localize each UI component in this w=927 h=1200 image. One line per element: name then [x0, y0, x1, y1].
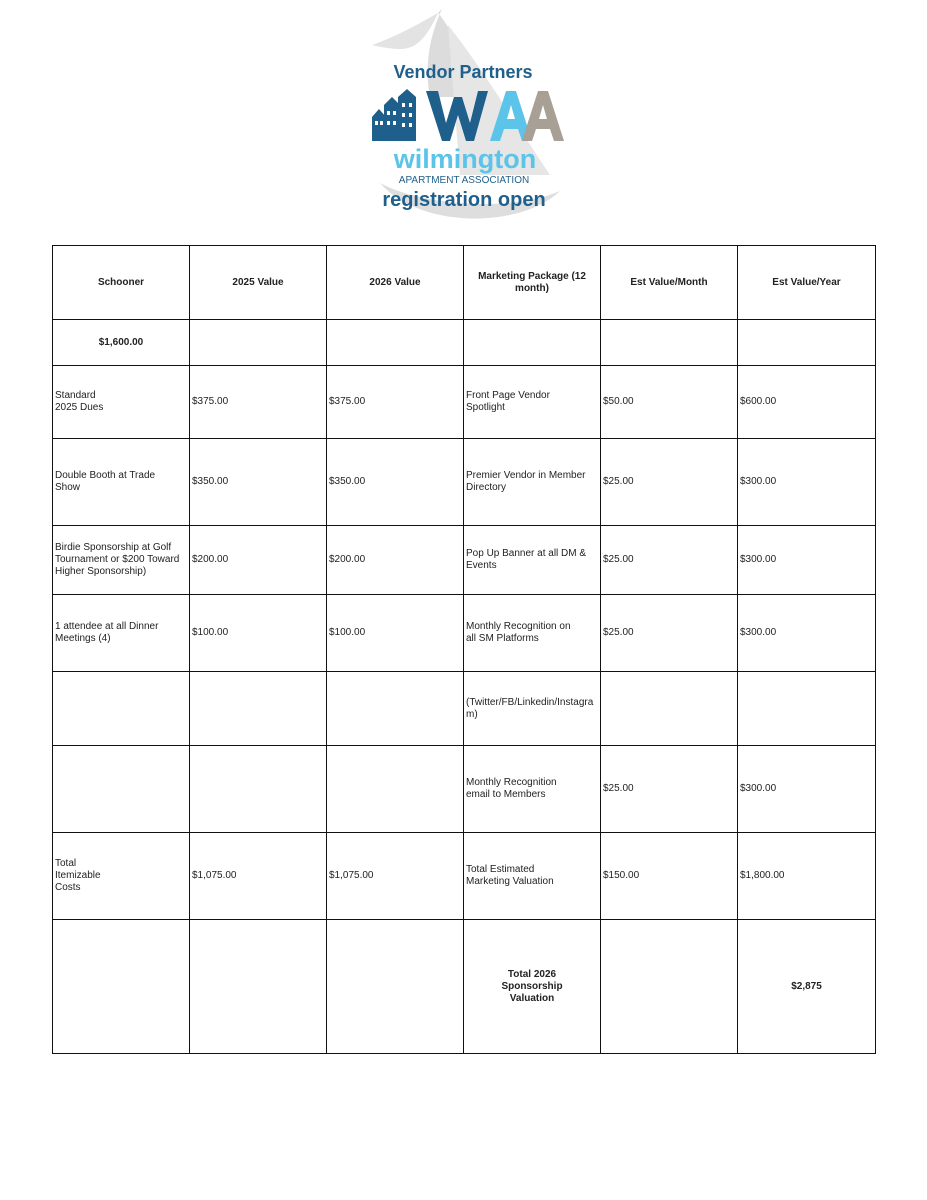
est-year-cell: $300.00 [738, 595, 876, 672]
logo-line-apartment-association: APARTMENT ASSOCIATION [398, 175, 530, 186]
header-2026-value: 2026 Value [327, 246, 464, 320]
value-2025-total-cell: $1,075.00 [190, 833, 327, 920]
item-total-cell: Total Itemizable Costs [53, 833, 190, 920]
total-valuation-value: $2,875 [738, 920, 876, 1054]
est-month-total-cell: $150.00 [601, 833, 738, 920]
est-year-cell: $300.00 [738, 439, 876, 526]
item-cell: Birdie Sponsorship at Golf Tournament or $200 Toward Higher Sponsorship) [53, 526, 190, 595]
table-cell [601, 320, 738, 366]
value-2026-cell [327, 672, 464, 746]
value-2026-cell: $200.00 [327, 526, 464, 595]
value-2026-cell: $100.00 [327, 595, 464, 672]
est-month-cell: $25.00 [601, 526, 738, 595]
table-row [53, 746, 876, 833]
tier-price: $1,600.00 [53, 320, 190, 366]
est-year-cell [738, 672, 876, 746]
logo-line-registration-open: registration open [382, 189, 546, 211]
marketing-cell: Premier Vendor in Member Directory [464, 439, 601, 526]
table-cell [190, 920, 327, 1054]
est-year-cell: $600.00 [738, 366, 876, 439]
logo-line-vendor-partners: Vendor Partners [393, 62, 533, 82]
est-month-cell: $25.00 [601, 746, 738, 833]
header-2025-value: 2025 Value [190, 246, 327, 320]
sponsorship-table [52, 245, 876, 1054]
value-2025-cell: $375.00 [190, 366, 327, 439]
est-year-total-cell: $1,800.00 [738, 833, 876, 920]
table-row [53, 595, 876, 672]
header-marketing-package: Marketing Package (12 month) [464, 246, 601, 320]
value-2026-cell [327, 746, 464, 833]
totals-row [53, 833, 876, 920]
est-year-cell: $300.00 [738, 746, 876, 833]
value-2026-cell: $350.00 [327, 439, 464, 526]
table-cell [327, 920, 464, 1054]
value-2026-cell: $375.00 [327, 366, 464, 439]
item-cell: Double Booth at Trade Show [53, 439, 190, 526]
table-cell [738, 320, 876, 366]
header-row [53, 246, 876, 320]
item-cell: 1 attendee at all Dinner Meetings (4) [53, 595, 190, 672]
value-2025-cell: $100.00 [190, 595, 327, 672]
value-2025-cell [190, 672, 327, 746]
grand-total-row [53, 920, 876, 1054]
item-cell: Standard 2025 Dues [53, 366, 190, 439]
est-month-cell: $25.00 [601, 439, 738, 526]
value-2026-total-cell: $1,075.00 [327, 833, 464, 920]
value-2025-cell: $200.00 [190, 526, 327, 595]
item-cell [53, 672, 190, 746]
price-row [53, 320, 876, 366]
sail-flag [372, 13, 438, 49]
marketing-total-cell: Total Estimated Marketing Valuation [464, 833, 601, 920]
logo-line-wilmington: wilmington [393, 144, 537, 174]
table-cell [53, 920, 190, 1054]
marketing-cell: Monthly Recognition email to Members [464, 746, 601, 833]
value-2025-cell: $350.00 [190, 439, 327, 526]
marketing-cell: Front Page Vendor Spotlight [464, 366, 601, 439]
item-cell [53, 746, 190, 833]
table-cell [190, 320, 327, 366]
header-est-value-year: Est Value/Year [738, 246, 876, 320]
total-valuation-label: Total 2026 Sponsorship Valuation [464, 920, 601, 1054]
marketing-cell: Monthly Recognition on all SM Platforms [464, 595, 601, 672]
est-month-cell: $50.00 [601, 366, 738, 439]
marketing-cell: Pop Up Banner at all DM & Events [464, 526, 601, 595]
table-row [53, 526, 876, 595]
waa-logo [360, 5, 570, 225]
header-est-value-month: Est Value/Month [601, 246, 738, 320]
table-cell [464, 320, 601, 366]
value-2025-cell [190, 746, 327, 833]
table-row [53, 366, 876, 439]
table-cell [327, 320, 464, 366]
est-month-cell [601, 672, 738, 746]
marketing-cell: (Twitter/FB/Linkedin/Instagram) [464, 672, 601, 746]
tier-name: Schooner [53, 246, 190, 320]
table-cell [601, 920, 738, 1054]
buildings-icon [372, 89, 416, 141]
est-month-cell: $25.00 [601, 595, 738, 672]
table-row [53, 439, 876, 526]
est-year-cell: $300.00 [738, 526, 876, 595]
table-row [53, 672, 876, 746]
